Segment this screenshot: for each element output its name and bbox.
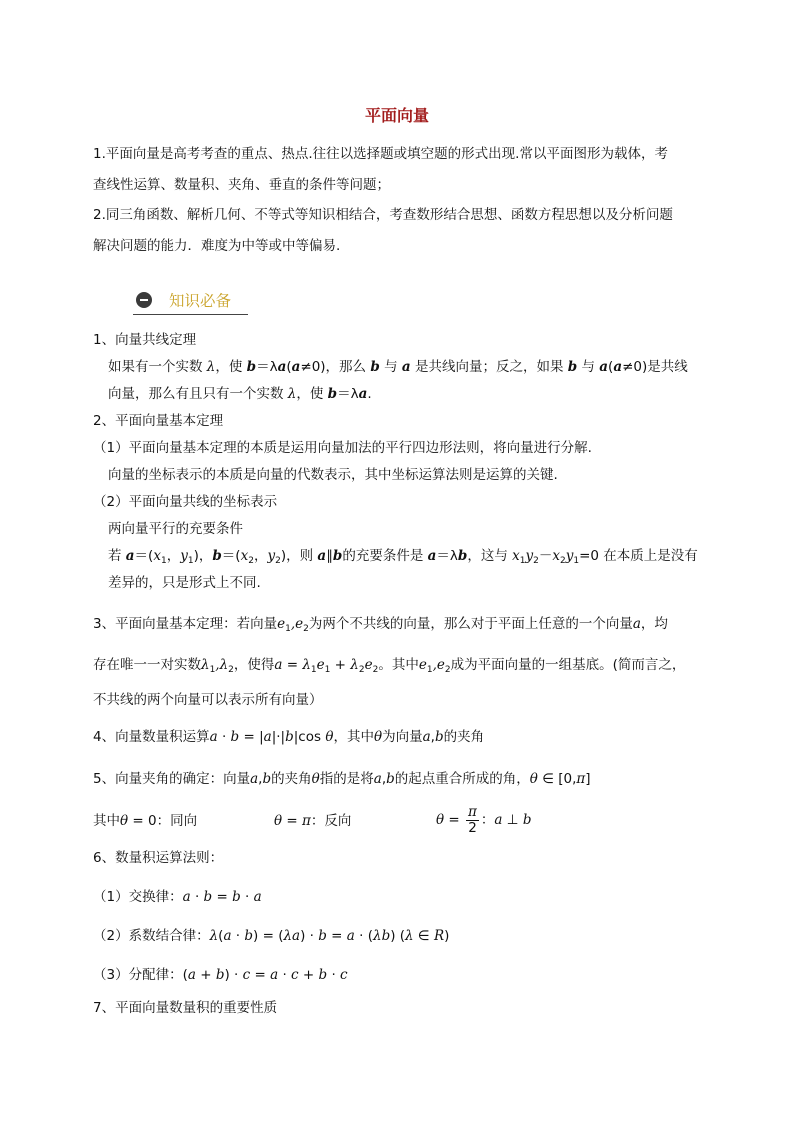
section-header: [133, 288, 248, 315]
s1-title: 1、向量共线定理: [93, 332, 197, 348]
s5-line-2c: θ = $\frac{\pi}{2}$ ：a ⊥ b: [436, 803, 532, 836]
s2-para-4: 两向量平行的充要条件: [108, 521, 243, 537]
s2-para-2: 向量的坐标表示的本质是向量的代数表示，其中坐标运算法则是运算的关键.: [108, 467, 558, 483]
section-number-icon: [136, 292, 152, 308]
s6-rule-2: （2）系数结合律：λ(a · b) = (λa) · b = a · (λb) (λ ∈ R): [93, 928, 450, 944]
pi-over-2-fraction: $\frac{\pi}{2}$: [468, 803, 477, 836]
s7-title: 7、平面向量数量积的重要性质: [93, 1000, 278, 1016]
s6-rule-3: （3）分配律：(a + b) · c = a · c + b · c: [93, 967, 348, 983]
intro-line-4: 解决问题的能力．难度为中等或中等偏易.: [93, 238, 341, 254]
s2-title: 2、平面向量基本定理: [93, 413, 224, 429]
page-title: 平面向量: [364, 106, 429, 125]
s2-para-6: 差异的，只是形式上不同.: [108, 575, 261, 591]
s2-para-3: （2）平面向量共线的坐标表示: [93, 494, 278, 510]
s5-line-2a: 其中θ = 0：同向: [93, 813, 198, 829]
s5-line-1: 5、向量夹角的确定：向量a,b的夹角θ指的是将a,b的起点重合所成的角，θ ∈ [0,π]: [93, 771, 591, 787]
s5-line-2b: θ = π：反向: [274, 813, 352, 829]
s3-line-1: 3、平面向量基本定理：若向量$e_1,e_2$为两个不共线的向量，那么对于平面上任意的一个向量a，均: [93, 616, 668, 634]
s3-line-2: 存在唯一一对实数$\lambda_1,\lambda_2$，使得$a = \lambda_1e_1 + \lambda_2e_2$。其中$e_1,e_2$成为平面向量的一组基底。(简而言之，: [93, 657, 686, 675]
s1-line-2: 向量，那么有且只有一个实数 λ，使 b＝λa.: [108, 386, 372, 402]
s6-rule-1: （1）交换律：a · b = b · a: [93, 889, 262, 905]
s3-line-3: 不共线的两个向量可以表示所有向量）: [93, 692, 323, 708]
section-header-label: 知识必备: [169, 292, 232, 310]
s2-para-1: （1）平面向量基本定理的本质是运用向量加法的平行四边形法则，将向量进行分解.: [93, 440, 592, 456]
s2-para-5: 若 $a=(x_1$，$y_1$)，$b=(x_2$，$y_2$)，则 a∥b的充要条件是 a＝λb，这与 $x_1y_2-x_2y_1=0$ 在本质上是没有: [108, 548, 698, 566]
intro-line-2: 查线性运算、数量积、夹角、垂直的条件等问题；: [93, 177, 390, 193]
s6-title: 6、数量积运算法则：: [93, 850, 224, 866]
s4-line: 4、向量数量积运算a · b = |a|·|b|cos θ，其中θ为向量a,b的夹角: [93, 729, 485, 745]
intro-line-1: 1.平面向量是高考考查的重点、热点.往往以选择题或填空题的形式出现.常以平面图形为载体，考: [93, 146, 668, 162]
s1-line-1: 如果有一个实数 λ，使 b＝λa(a≠0)，那么 b 与 a 是共线向量；反之，如果 b 与 a(a≠0)是共线: [108, 359, 688, 375]
intro-line-3: 2.同三角函数、解析几何、不等式等知识相结合，考查数形结合思想、函数方程思想以及分析问题: [93, 207, 673, 223]
